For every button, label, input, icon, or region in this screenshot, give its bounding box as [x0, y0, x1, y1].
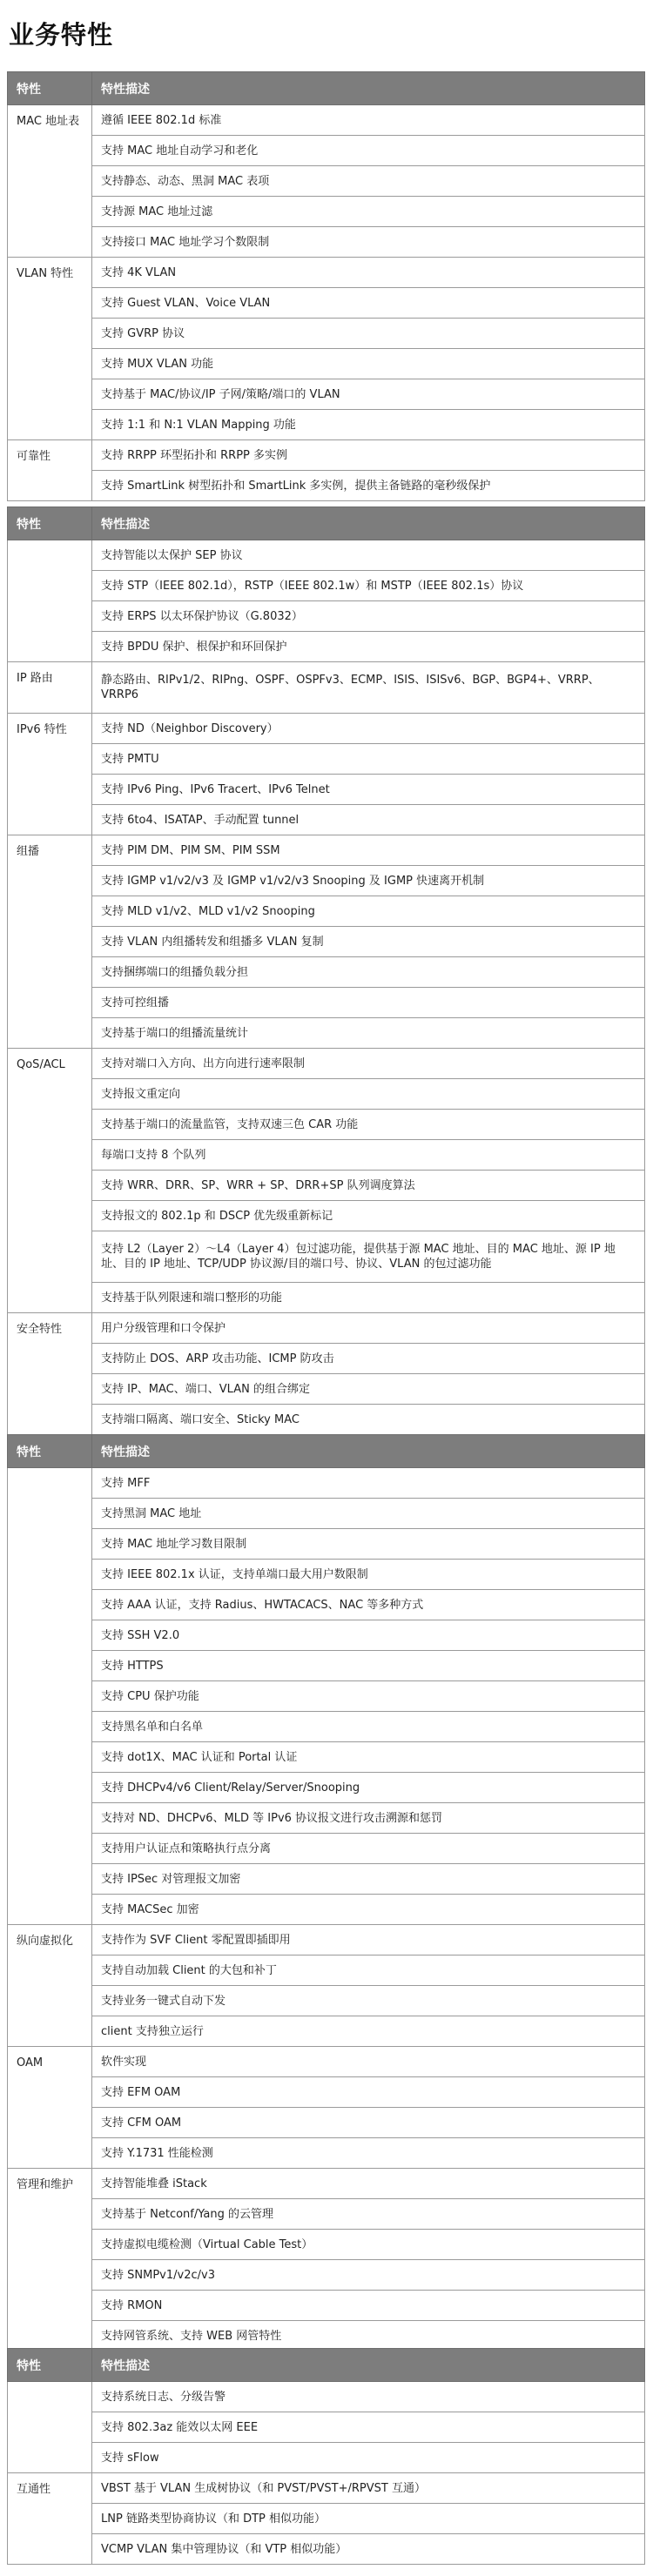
feature-category: IP 路由	[8, 662, 92, 714]
feature-description: 支持网管系统、支持 WEB 网管特性	[92, 2321, 645, 2351]
header-feature: 特性	[8, 507, 92, 540]
feature-description: 支持对 ND、DHCPv6、MLD 等 IPv6 协议报文进行攻击溯源和惩罚	[92, 1803, 645, 1834]
table-row	[8, 379, 645, 410]
table-row	[8, 410, 645, 440]
feature-description: 支持 IGMP v1/v2/v3 及 IGMP v1/v2/v3 Snooping 及 IGMP 快速离开机制	[92, 866, 645, 896]
feature-description: 支持 ND（Neighbor Discovery）	[92, 714, 645, 744]
header-description: 特性描述	[92, 1435, 645, 1468]
feature-description: 支持 sFlow	[92, 2443, 645, 2473]
feature-description: 支持 dot1X、MAC 认证和 Portal 认证	[92, 1742, 645, 1773]
table-row	[8, 1171, 645, 1201]
table-header-row	[8, 1435, 645, 1468]
feature-category: 安全特性	[8, 1313, 92, 1435]
feature-description: 支持可控组播	[92, 988, 645, 1018]
feature-description: 每端口支持 8 个队列	[92, 1140, 645, 1171]
feature-description: 支持 ERPS 以太环保护协议（G.8032）	[92, 601, 645, 632]
feature-description: 支持报文重定向	[92, 1079, 645, 1110]
feature-description: 支持源 MAC 地址过滤	[92, 197, 645, 227]
feature-description: 支持智能堆叠 iStack	[92, 2169, 645, 2199]
table-row	[8, 1231, 645, 1283]
table-row	[8, 1590, 645, 1620]
feature-description: 支持 L2（Layer 2）～L4（Layer 4）包过滤功能，提供基于源 MAC 地址、目的 MAC 地址、源 IP 地址、目的 IP 地址、TCP/UDP 协议源/目的端口号、协议、VLAN 的包过滤功能	[92, 1231, 645, 1283]
feature-category: MAC 地址表	[8, 105, 92, 258]
table-row	[8, 1986, 645, 2016]
feature-description: 支持 PIM DM、PIM SM、PIM SSM	[92, 835, 645, 866]
table-row	[8, 571, 645, 601]
feature-description: 支持黑名单和白名单	[92, 1712, 645, 1742]
feature-description: 支持 MAC 地址自动学习和老化	[92, 136, 645, 166]
feature-description: 支持业务一键式自动下发	[92, 1986, 645, 2016]
feature-description: 支持基于端口的流量监管，支持双速三色 CAR 功能	[92, 1110, 645, 1140]
feature-description: 支持 CPU 保护功能	[92, 1681, 645, 1712]
header-description: 特性描述	[92, 2349, 645, 2382]
table-row	[8, 1468, 645, 1499]
table-row	[8, 2321, 645, 2351]
feature-description: 支持 SSH V2.0	[92, 1620, 645, 1651]
table-header-row	[8, 2349, 645, 2382]
feature-description: VBST 基于 VLAN 生成树协议（和 PVST/PVST+/RPVST 互通）	[92, 2473, 645, 2504]
table-row	[8, 1049, 645, 1079]
table-row	[8, 744, 645, 775]
table-row	[8, 601, 645, 632]
feature-description: 支持 DHCPv4/v6 Client/Relay/Server/Snooping	[92, 1773, 645, 1803]
feature-description: 支持 MUX VLAN 功能	[92, 349, 645, 379]
table-row	[8, 540, 645, 571]
table-row	[8, 775, 645, 805]
feature-description: 支持 6to4、ISATAP、手动配置 tunnel	[92, 805, 645, 835]
table-row	[8, 2291, 645, 2321]
feature-description: 支持作为 SVF Client 零配置即插即用	[92, 1925, 645, 1955]
feature-description: 支持 Guest VLAN、Voice VLAN	[92, 288, 645, 319]
table-row	[8, 319, 645, 349]
feature-description: 支持基于队列限速和端口整形的功能	[92, 1283, 645, 1313]
feature-description: 支持 SNMPv1/v2c/v3	[92, 2260, 645, 2291]
feature-description: 支持 RMON	[92, 2291, 645, 2321]
table-row	[8, 1712, 645, 1742]
feature-description: 支持黑洞 MAC 地址	[92, 1499, 645, 1529]
table-row	[8, 1742, 645, 1773]
feature-description: 支持 IP、MAC、端口、VLAN 的组合绑定	[92, 1374, 645, 1405]
table-row	[8, 2473, 645, 2504]
table-row	[8, 1283, 645, 1313]
feature-description: 支持 HTTPS	[92, 1651, 645, 1681]
table-row	[8, 1079, 645, 1110]
feature-description: 支持 MACSec 加密	[92, 1895, 645, 1925]
table-row	[8, 957, 645, 988]
feature-description: 支持 SmartLink 树型拓扑和 SmartLink 多实例，提供主备链路的毫秒级保护	[92, 471, 645, 501]
page-title: 业务特性	[9, 20, 114, 50]
feature-description: 软件实现	[92, 2047, 645, 2077]
feature-category: IPv6 特性	[8, 714, 92, 835]
header-feature: 特性	[8, 1435, 92, 1468]
table-row	[8, 197, 645, 227]
feature-description: 支持 GVRP 协议	[92, 319, 645, 349]
feature-category: 组播	[8, 835, 92, 1049]
table-row	[8, 288, 645, 319]
feature-category: 管理和维护	[8, 2169, 92, 2351]
table-row	[8, 988, 645, 1018]
table-row	[8, 662, 645, 714]
spec-table-4	[7, 2348, 645, 2565]
table-row	[8, 2412, 645, 2443]
feature-description: 支持 MLD v1/v2、MLD v1/v2 Snooping	[92, 896, 645, 927]
feature-description: 支持 BPDU 保护、根保护和环回保护	[92, 632, 645, 662]
table-row	[8, 1374, 645, 1405]
feature-description: 支持端口隔离、端口安全、Sticky MAC	[92, 1405, 645, 1435]
header-feature: 特性	[8, 2349, 92, 2382]
feature-description: 支持虚拟电缆检测（Virtual Cable Test）	[92, 2230, 645, 2260]
table-row	[8, 1651, 645, 1681]
table-row	[8, 1773, 645, 1803]
table-row	[8, 1344, 645, 1374]
table-row	[8, 896, 645, 927]
table-row	[8, 1955, 645, 1986]
feature-category: VLAN 特性	[8, 258, 92, 440]
feature-description: 静态路由、RIPv1/2、RIPng、OSPF、OSPFv3、ECMP、ISIS、ISISv6、BGP、BGP4+、VRRP、VRRP6	[92, 662, 645, 714]
feature-description: 支持 802.3az 能效以太网 EEE	[92, 2412, 645, 2443]
feature-description: 支持 STP（IEEE 802.1d），RSTP（IEEE 802.1w）和 MSTP（IEEE 802.1s）协议	[92, 571, 645, 601]
feature-description: 支持 RRPP 环型拓扑和 RRPP 多实例	[92, 440, 645, 471]
table-row	[8, 227, 645, 258]
table-row	[8, 258, 645, 288]
feature-category: QoS/ACL	[8, 1049, 92, 1313]
table-row	[8, 866, 645, 896]
table-row	[8, 1681, 645, 1712]
feature-description: 支持静态、动态、黑洞 MAC 表项	[92, 166, 645, 197]
feature-description: 支持基于端口的组播流量统计	[92, 1018, 645, 1049]
table-row	[8, 2534, 645, 2565]
table-row	[8, 2077, 645, 2108]
feature-description: 支持防止 DOS、ARP 攻击功能、ICMP 防攻击	[92, 1344, 645, 1374]
feature-description: 支持对端口入方向、出方向进行速率限制	[92, 1049, 645, 1079]
feature-category: 纵向虚拟化	[8, 1925, 92, 2047]
table-row	[8, 1313, 645, 1344]
feature-description: 支持 EFM OAM	[92, 2077, 645, 2108]
table-row	[8, 2047, 645, 2077]
feature-description: 遵循 IEEE 802.1d 标准	[92, 105, 645, 136]
table-header-row	[8, 507, 645, 540]
table-row	[8, 166, 645, 197]
feature-description: 支持 MFF	[92, 1468, 645, 1499]
feature-description: 用户分级管理和口令保护	[92, 1313, 645, 1344]
feature-description: 支持 CFM OAM	[92, 2108, 645, 2138]
feature-description: 支持智能以太保护 SEP 协议	[92, 540, 645, 571]
table-row	[8, 2504, 645, 2534]
table-row	[8, 1201, 645, 1231]
feature-description: 支持 IPSec 对管理报文加密	[92, 1864, 645, 1895]
table-row	[8, 1140, 645, 1171]
feature-description: LNP 链路类型协商协议（和 DTP 相似功能）	[92, 2504, 645, 2534]
spec-table-2	[7, 506, 645, 1435]
feature-description: 支持接口 MAC 地址学习个数限制	[92, 227, 645, 258]
table-row	[8, 2138, 645, 2169]
table-row	[8, 632, 645, 662]
table-row	[8, 1803, 645, 1834]
feature-description: 支持捆绑端口的组播负载分担	[92, 957, 645, 988]
table-row	[8, 440, 645, 471]
table-row	[8, 1864, 645, 1895]
table-row	[8, 1405, 645, 1435]
table-row	[8, 1925, 645, 1955]
table-row	[8, 1110, 645, 1140]
table-row	[8, 1529, 645, 1560]
table-row	[8, 1895, 645, 1925]
feature-category: 可靠性	[8, 440, 92, 501]
table-row	[8, 2199, 645, 2230]
header-feature: 特性	[8, 72, 92, 105]
feature-description: VCMP VLAN 集中管理协议（和 VTP 相似功能）	[92, 2534, 645, 2565]
table-row	[8, 2443, 645, 2473]
feature-description: 支持 IEEE 802.1x 认证，支持单端口最大用户数限制	[92, 1560, 645, 1590]
table-row	[8, 2108, 645, 2138]
feature-category: 互通性	[8, 2473, 92, 2565]
table-row	[8, 1018, 645, 1049]
table-row	[8, 105, 645, 136]
feature-description: 支持 MAC 地址学习数目限制	[92, 1529, 645, 1560]
header-description: 特性描述	[92, 72, 645, 105]
header-description: 特性描述	[92, 507, 645, 540]
feature-description: 支持 4K VLAN	[92, 258, 645, 288]
table-row	[8, 471, 645, 501]
feature-description: 支持 WRR、DRR、SP、WRR + SP、DRR+SP 队列调度算法	[92, 1171, 645, 1201]
feature-description: 支持 IPv6 Ping、IPv6 Tracert、IPv6 Telnet	[92, 775, 645, 805]
feature-description: 支持 PMTU	[92, 744, 645, 775]
table-row	[8, 1834, 645, 1864]
feature-description: 支持 VLAN 内组播转发和组播多 VLAN 复制	[92, 927, 645, 957]
table-row	[8, 136, 645, 166]
feature-description: client 支持独立运行	[92, 2016, 645, 2047]
feature-category: OAM	[8, 2047, 92, 2169]
table-row	[8, 835, 645, 866]
table-row	[8, 2016, 645, 2047]
table-row	[8, 2169, 645, 2199]
feature-category	[8, 2382, 92, 2473]
table-row	[8, 1560, 645, 1590]
feature-description: 支持报文的 802.1p 和 DSCP 优先级重新标记	[92, 1201, 645, 1231]
table-row	[8, 349, 645, 379]
feature-description: 支持用户认证点和策略执行点分离	[92, 1834, 645, 1864]
feature-description: 支持 AAA 认证，支持 Radius、HWTACACS、NAC 等多种方式	[92, 1590, 645, 1620]
feature-description: 支持系统日志、分级告警	[92, 2382, 645, 2412]
table-row	[8, 2382, 645, 2412]
feature-category	[8, 1468, 92, 1925]
table-header-row	[8, 72, 645, 105]
table-row	[8, 1499, 645, 1529]
table-row	[8, 714, 645, 744]
table-row	[8, 2260, 645, 2291]
feature-description: 支持自动加载 Client 的大包和补丁	[92, 1955, 645, 1986]
table-row	[8, 1620, 645, 1651]
feature-description: 支持 Y.1731 性能检测	[92, 2138, 645, 2169]
spec-table-3	[7, 1434, 645, 2351]
feature-description: 支持基于 Netconf/Yang 的云管理	[92, 2199, 645, 2230]
spec-table-1	[7, 71, 645, 501]
table-row	[8, 805, 645, 835]
feature-category	[8, 540, 92, 662]
table-row	[8, 927, 645, 957]
feature-description: 支持 1:1 和 N:1 VLAN Mapping 功能	[92, 410, 645, 440]
table-row	[8, 2230, 645, 2260]
feature-description: 支持基于 MAC/协议/IP 子网/策略/端口的 VLAN	[92, 379, 645, 410]
